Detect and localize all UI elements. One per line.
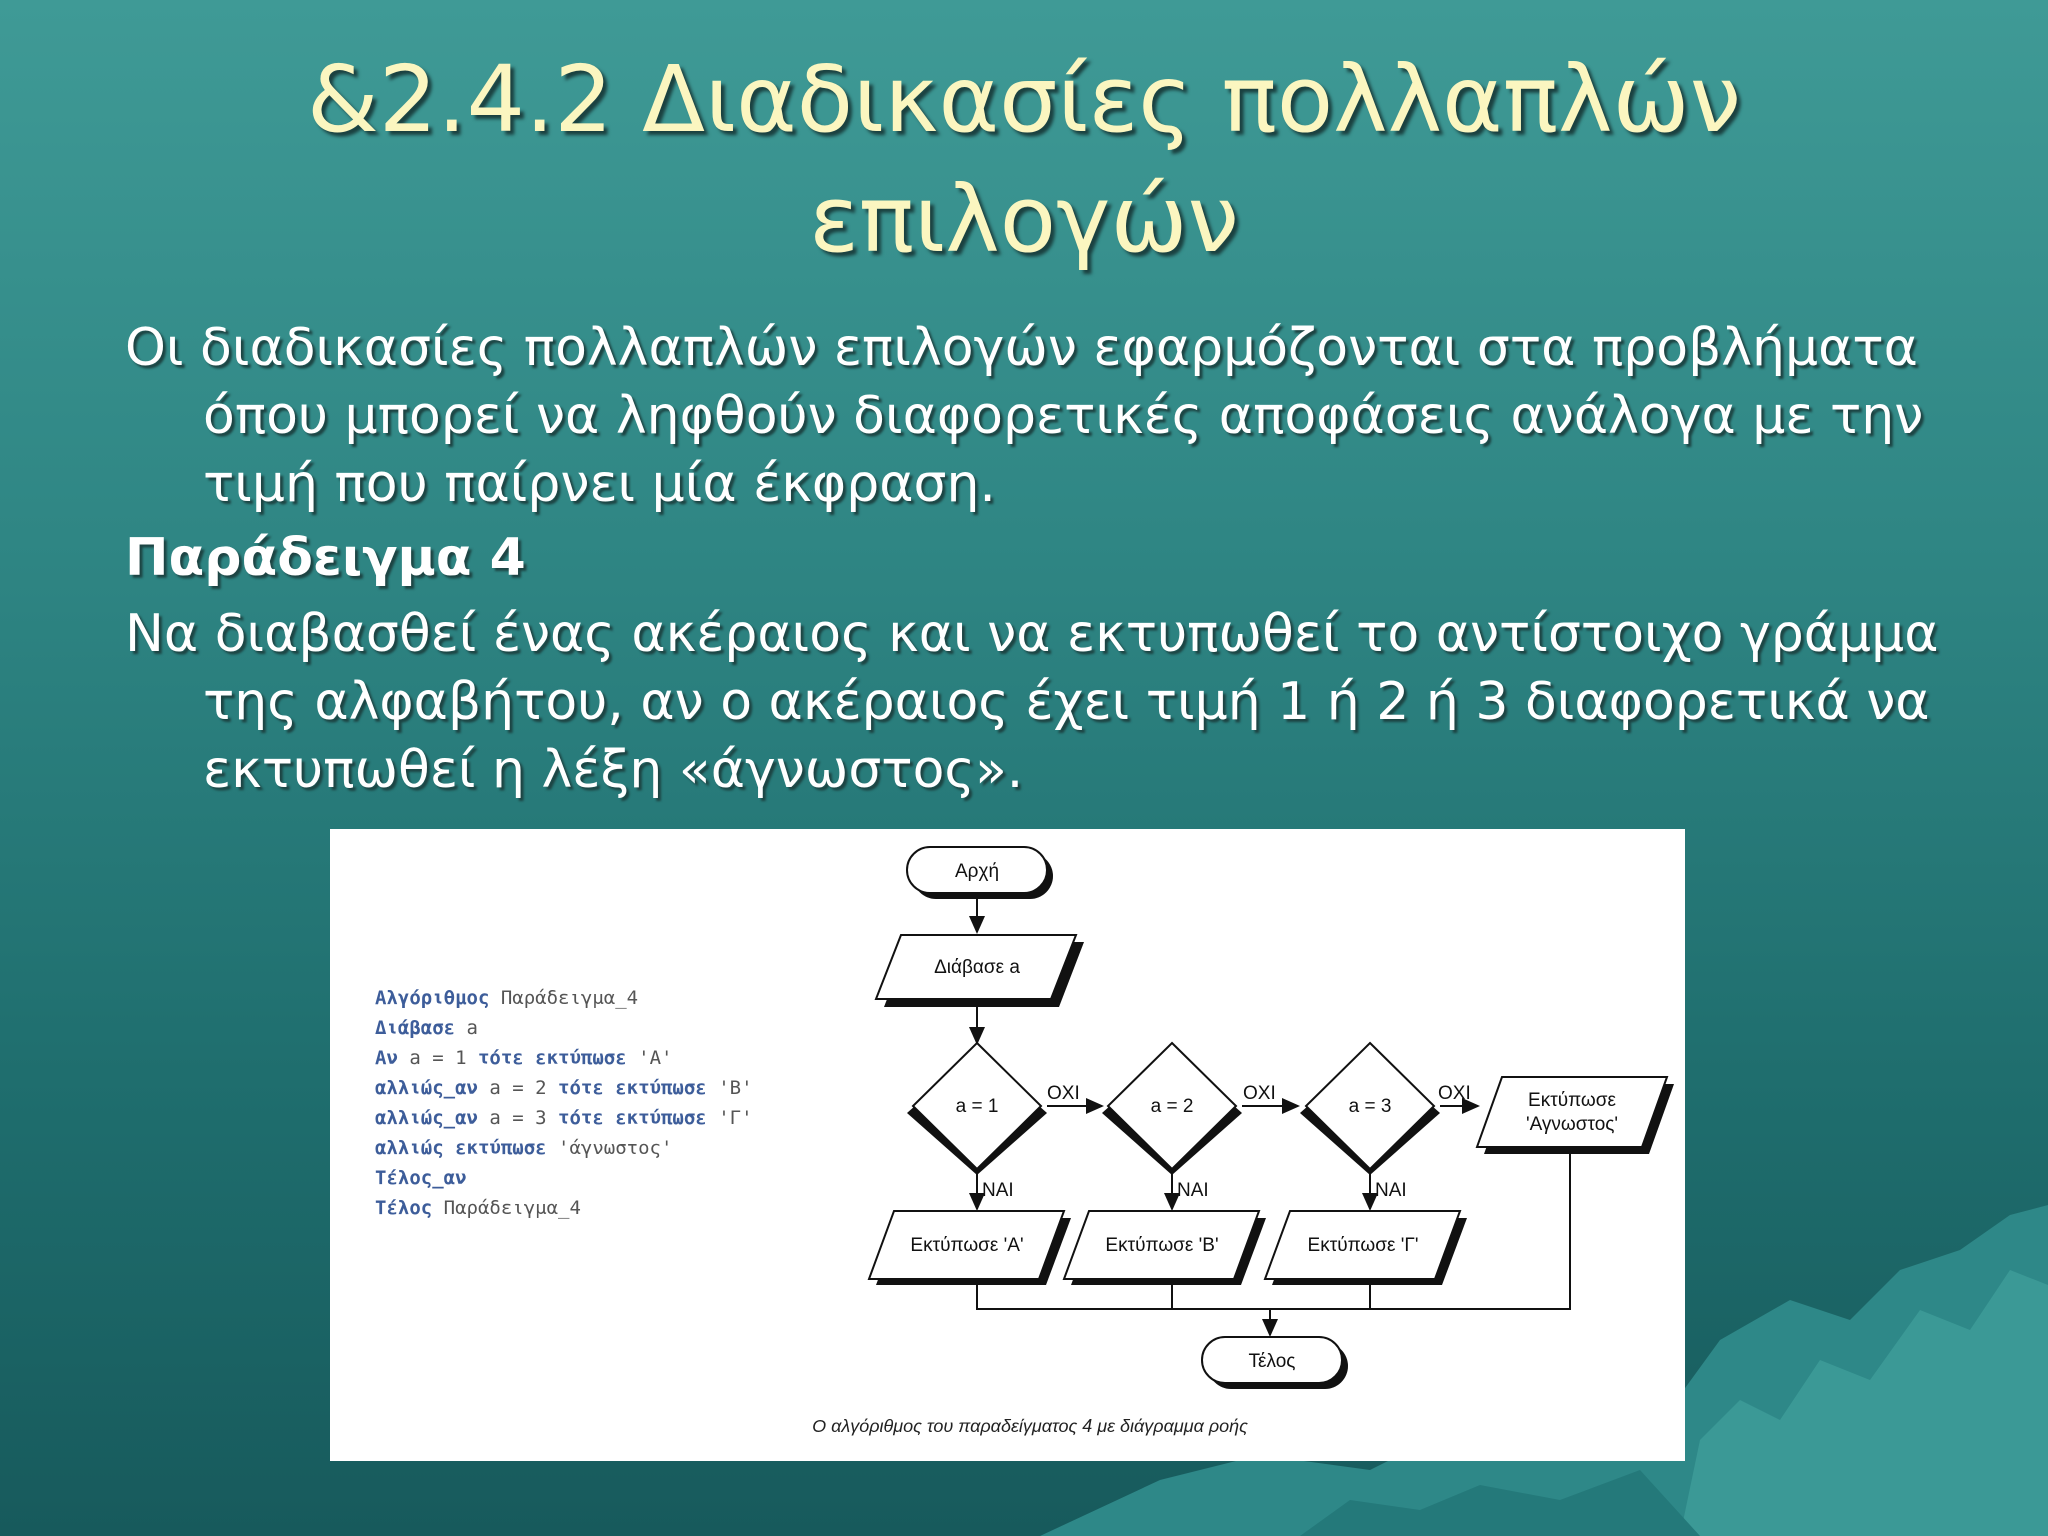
algo-line-3: Αν a = 1 τότε εκτύπωσε 'Α' bbox=[375, 1047, 673, 1069]
flowchart-svg bbox=[330, 829, 1685, 1461]
body-content bbox=[125, 314, 1985, 804]
flowchart-figure bbox=[330, 829, 1685, 1461]
example-paragraph: Να διαβασθεί ένας ακέραιος και να εκτυπωθεί το αντίστοιχο γράμμα της αλφαβήτου, αν ο ακέραιος έχει τιμή 1 ή 2 ή 3 διαφορετικά να εκτυπωθεί η λέξη «άγνωστος». bbox=[125, 604, 1939, 800]
algo-line-2: Διάβασε a bbox=[375, 1017, 478, 1039]
title-line-1: &2.4.2 Διαδικασίες πολλαπλών bbox=[307, 46, 1741, 153]
end-label: Τέλος bbox=[1248, 1351, 1296, 1372]
cond3-label: a = 3 bbox=[1348, 1096, 1392, 1117]
algo-line-8: Τέλος Παράδειγμα_4 bbox=[375, 1197, 581, 1219]
print-a-label: Εκτύπωσε 'Α' bbox=[910, 1235, 1024, 1256]
start-label: Αρχή bbox=[954, 861, 1000, 882]
algo-line-1: Αλγόριθμος Παράδειγμα_4 bbox=[375, 987, 639, 1009]
yes-label-2: ΝΑΙ bbox=[1177, 1180, 1209, 1201]
print-b-label: Εκτύπωσε 'Β' bbox=[1105, 1235, 1219, 1256]
algo-line-5: αλλιώς_αν a = 3 τότε εκτύπωσε 'Γ' bbox=[375, 1107, 753, 1129]
algorithm-listing bbox=[375, 987, 753, 1219]
print-unknown-line-1: Εκτύπωσε bbox=[1528, 1090, 1616, 1111]
algo-line-6: αλλιώς εκτύπωσε 'άγνωστος' bbox=[375, 1137, 673, 1159]
slide-title bbox=[0, 40, 2048, 280]
no-label-2: ΟΧΙ bbox=[1243, 1083, 1276, 1104]
title-line-2: επιλογών bbox=[809, 166, 1239, 273]
example-heading: Παράδειγμα 4 bbox=[125, 528, 526, 588]
print-unknown-line-2: 'Αγνωστος' bbox=[1525, 1114, 1619, 1135]
yes-label-1: ΝΑΙ bbox=[982, 1180, 1014, 1201]
yes-label-3: ΝΑΙ bbox=[1375, 1180, 1407, 1201]
cond2-label: a = 2 bbox=[1150, 1096, 1194, 1117]
cond1-label: a = 1 bbox=[955, 1096, 999, 1117]
no-label-3: ΟΧΙ bbox=[1438, 1083, 1471, 1104]
no-label-1: ΟΧΙ bbox=[1047, 1083, 1080, 1104]
figure-caption: Ο αλγόριθμος του παραδείγματος 4 με διάγραμμα ροής bbox=[812, 1416, 1248, 1436]
algo-line-4: αλλιώς_αν a = 2 τότε εκτύπωσε 'Β' bbox=[375, 1077, 753, 1099]
print-unknown-shape bbox=[1477, 1077, 1667, 1147]
intro-paragraph: Οι διαδικασίες πολλαπλών επιλογών εφαρμόζονται στα προβλήματα όπου μπορεί να ληφθούν διαφορετικές αποφάσεις ανάλογα με την τιμή που παίρνει μία έκφραση. bbox=[125, 318, 1924, 514]
read-input-label: Διάβασε a bbox=[934, 957, 1020, 978]
algo-line-7: Τέλος_αν bbox=[375, 1167, 467, 1189]
print-c-label: Εκτύπωσε 'Γ' bbox=[1307, 1235, 1419, 1256]
